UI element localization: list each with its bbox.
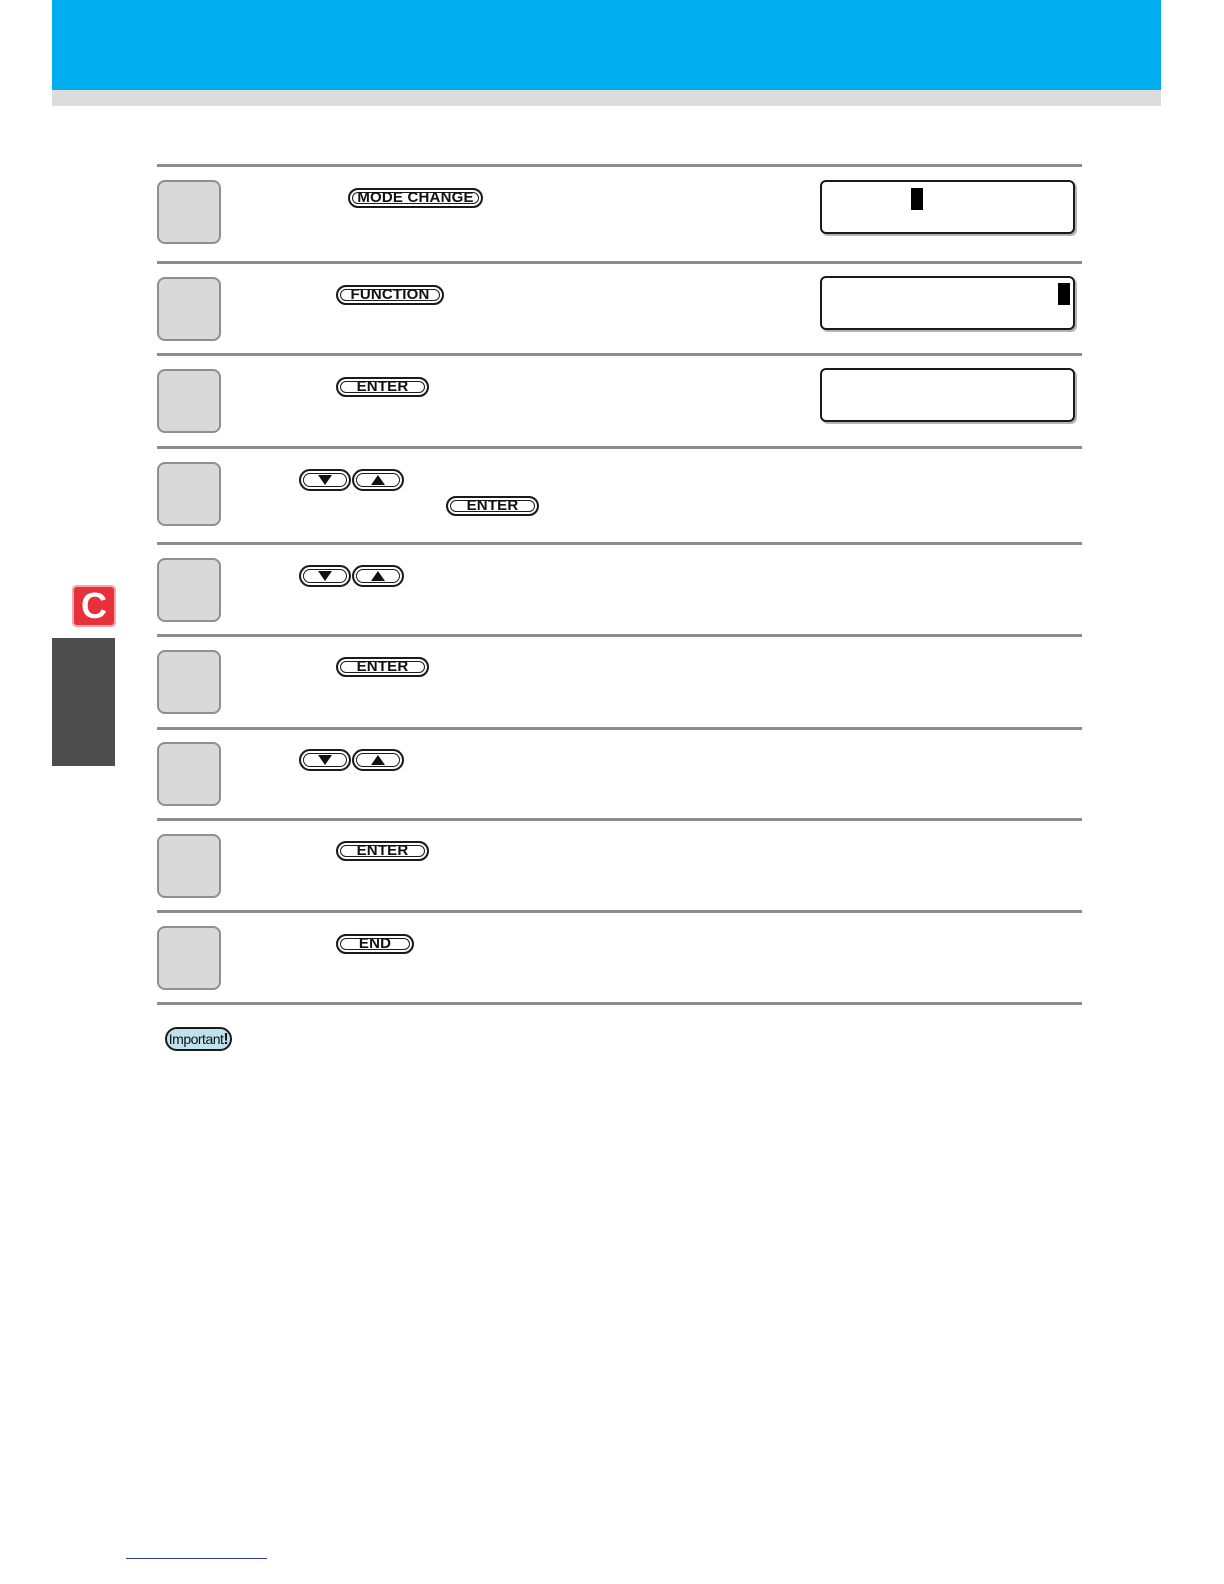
triangle-up-icon xyxy=(371,755,385,765)
step-divider xyxy=(157,353,1082,356)
triangle-up-icon xyxy=(371,571,385,581)
enter-key[interactable]: ENTER xyxy=(336,377,429,397)
important-label: Important xyxy=(168,1031,224,1047)
step-divider xyxy=(157,542,1082,545)
lcd-display xyxy=(820,276,1075,330)
triangle-up-icon xyxy=(371,475,385,485)
triangle-down-icon xyxy=(318,571,332,581)
chapter-side-block xyxy=(52,638,115,766)
lcd-cursor xyxy=(1058,283,1070,305)
step-number-box xyxy=(157,558,221,622)
footer-link-underline[interactable] xyxy=(126,1558,267,1559)
chapter-tab[interactable]: C xyxy=(72,585,116,627)
step-number-box xyxy=(157,650,221,714)
down-key[interactable] xyxy=(299,469,351,491)
enter-key[interactable]: ENTER xyxy=(336,657,429,677)
important-badge xyxy=(165,1027,232,1051)
up-key[interactable] xyxy=(352,469,404,491)
enter-key[interactable]: ENTER xyxy=(336,841,429,861)
enter-key[interactable]: ENTER xyxy=(446,496,539,516)
step-divider xyxy=(157,1002,1082,1005)
step-divider xyxy=(157,910,1082,913)
step-number-box xyxy=(157,834,221,898)
step-divider xyxy=(157,634,1082,637)
down-key[interactable] xyxy=(299,565,351,587)
end-key[interactable]: END xyxy=(336,934,414,954)
up-key[interactable] xyxy=(352,749,404,771)
down-key[interactable] xyxy=(299,749,351,771)
important-mark: ! xyxy=(223,1031,229,1048)
mode-change-key[interactable]: MODE CHANGE xyxy=(348,188,483,208)
lcd-display xyxy=(820,368,1075,422)
triangle-down-icon xyxy=(318,475,332,485)
step-divider xyxy=(157,446,1082,449)
step-number-box xyxy=(157,369,221,433)
step-number-box xyxy=(157,277,221,341)
header-band xyxy=(52,0,1161,90)
lcd-display xyxy=(820,180,1075,234)
step-divider xyxy=(157,727,1082,730)
triangle-down-icon xyxy=(318,755,332,765)
step-number-box xyxy=(157,926,221,990)
header-rule xyxy=(52,90,1161,106)
step-number-box xyxy=(157,180,221,244)
up-key[interactable] xyxy=(352,565,404,587)
step-divider xyxy=(157,818,1082,821)
step-divider xyxy=(157,261,1082,264)
step-number-box xyxy=(157,742,221,806)
function-key[interactable]: FUNCTION xyxy=(336,285,444,305)
step-divider xyxy=(157,164,1082,167)
step-number-box xyxy=(157,462,221,526)
lcd-cursor xyxy=(911,188,923,210)
